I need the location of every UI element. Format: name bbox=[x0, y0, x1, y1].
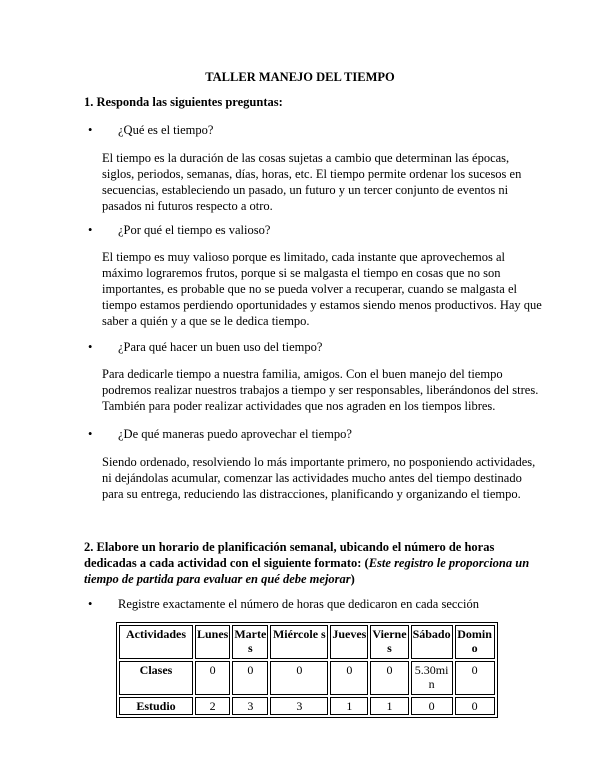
answer-line: para su entrega, reduciendo las distracciones, planificando y organizando el tiempo. bbox=[102, 487, 521, 501]
heading-italic-text: Este registro le proporciona un bbox=[368, 556, 530, 570]
heading-line bbox=[84, 571, 524, 587]
answer-4 bbox=[102, 454, 536, 502]
question-text: ¿Para qué hacer un buen uso del tiempo? bbox=[118, 340, 323, 354]
table-cell: 0 bbox=[455, 697, 495, 715]
table-cell: 0 bbox=[195, 661, 230, 695]
section-2-heading bbox=[84, 539, 530, 587]
answer-1 bbox=[102, 150, 522, 214]
bullet-icon: • bbox=[88, 340, 93, 354]
table-cell: 0 bbox=[330, 661, 368, 695]
header-cell: Vierne s bbox=[370, 625, 408, 659]
instruction-text: Registre exactamente el número de horas que dedicaron en cada sección bbox=[118, 597, 479, 611]
answer-line: pasados ni futuros respecto a otro. bbox=[102, 199, 273, 213]
table-cell: 0 bbox=[370, 661, 408, 695]
header-cell: Sábado bbox=[411, 625, 453, 659]
header-cell: Marte s bbox=[232, 625, 268, 659]
answer-line: El tiempo es muy valioso porque es limitado, cada instante que aprovechemos al bbox=[102, 250, 506, 264]
table-row bbox=[119, 661, 495, 695]
weekly-schedule-table bbox=[116, 622, 498, 718]
table-cell: 3 bbox=[232, 697, 268, 715]
table-cell: 5.30mi n bbox=[411, 661, 453, 695]
answer-line: ni dejándolas acumular, comenzar las actividades mucho antes del tiempo destinado bbox=[102, 471, 522, 485]
question-text: ¿Qué es el tiempo? bbox=[118, 123, 214, 137]
table-cell: 3 bbox=[270, 697, 328, 715]
header-cell: Jueves bbox=[330, 625, 368, 659]
table-header-row bbox=[119, 625, 495, 659]
answer-line: importantes, es probable que no se pueda volver a recuperar, cuando se malgasta el bbox=[102, 282, 517, 296]
row-label: Estudio bbox=[119, 697, 193, 715]
answer-line: saber a quién y a que se le dedica tiempo. bbox=[102, 314, 310, 328]
answer-line: tiempo estamos perdiendo oportunidades y estamos siendo menos productivos. Hay que bbox=[102, 298, 542, 312]
bullet-icon: • bbox=[88, 597, 93, 611]
bullet-icon: • bbox=[88, 223, 93, 237]
answer-line: Para dedicarle tiempo a nuestra familia, amigos. Con el buen manejo del tiempo bbox=[102, 367, 503, 381]
header-cell: Domin o bbox=[455, 625, 495, 659]
answer-line: Siendo ordenado, resolviendo lo más importante primero, no posponiendo actividades, bbox=[102, 455, 536, 469]
section-1-heading: 1. Responda las siguientes preguntas: bbox=[84, 95, 283, 109]
bullet-icon: • bbox=[88, 427, 93, 441]
table-cell: 0 bbox=[232, 661, 268, 695]
answer-line: siglos, periodos, semanas, días, horas, etc. El tiempo permite ordenar los sucesos en bbox=[102, 167, 522, 181]
answer-line: También para poder realizar actividades que nos agraden en los tiempos libres. bbox=[102, 399, 496, 413]
header-cell: Lunes bbox=[195, 625, 230, 659]
table-cell: 0 bbox=[270, 661, 328, 695]
heading-line: 2. Elabore un horario de planificación semanal, ubicando el número de horas bbox=[84, 540, 495, 554]
row-label: Clases bbox=[119, 661, 193, 695]
heading-text: dedicadas a cada actividad con el siguiente formato: ( bbox=[84, 556, 369, 570]
heading-italic-text: tiempo de partida para evaluar en qué debe mejorar bbox=[84, 572, 351, 586]
table-cell: 1 bbox=[370, 697, 408, 715]
answer-2 bbox=[102, 249, 542, 329]
question-text: ¿Por qué el tiempo es valioso? bbox=[118, 223, 271, 237]
answer-line: secuencias, estableciendo un pasado, un futuro y un tercer conjunto de eventos ni bbox=[102, 183, 509, 197]
table-cell: 1 bbox=[330, 697, 368, 715]
header-cell: Miércole s bbox=[270, 625, 328, 659]
header-cell: Actividades bbox=[119, 625, 193, 659]
answer-3 bbox=[102, 366, 539, 414]
answer-line: El tiempo es la duración de las cosas sujetas a cambio que determinan las épocas, bbox=[102, 151, 510, 165]
answer-line: máximo lograremos frutos, porque si se malgasta el tiempo en cosas que no son bbox=[102, 266, 501, 280]
heading-line bbox=[84, 555, 530, 571]
answer-line: podremos realizar nuestros trabajos a tiempo y ser responsables, liberándonos del stres. bbox=[102, 383, 539, 397]
bullet-icon: • bbox=[88, 123, 93, 137]
table-row bbox=[119, 697, 495, 715]
table-cell: 2 bbox=[195, 697, 230, 715]
table-cell: 0 bbox=[455, 661, 495, 695]
question-text: ¿De qué maneras puedo aprovechar el tiempo? bbox=[118, 427, 352, 441]
table-cell: 0 bbox=[411, 697, 453, 715]
document-title: TALLER MANEJO DEL TIEMPO bbox=[205, 70, 395, 84]
heading-text: ) bbox=[350, 572, 355, 586]
